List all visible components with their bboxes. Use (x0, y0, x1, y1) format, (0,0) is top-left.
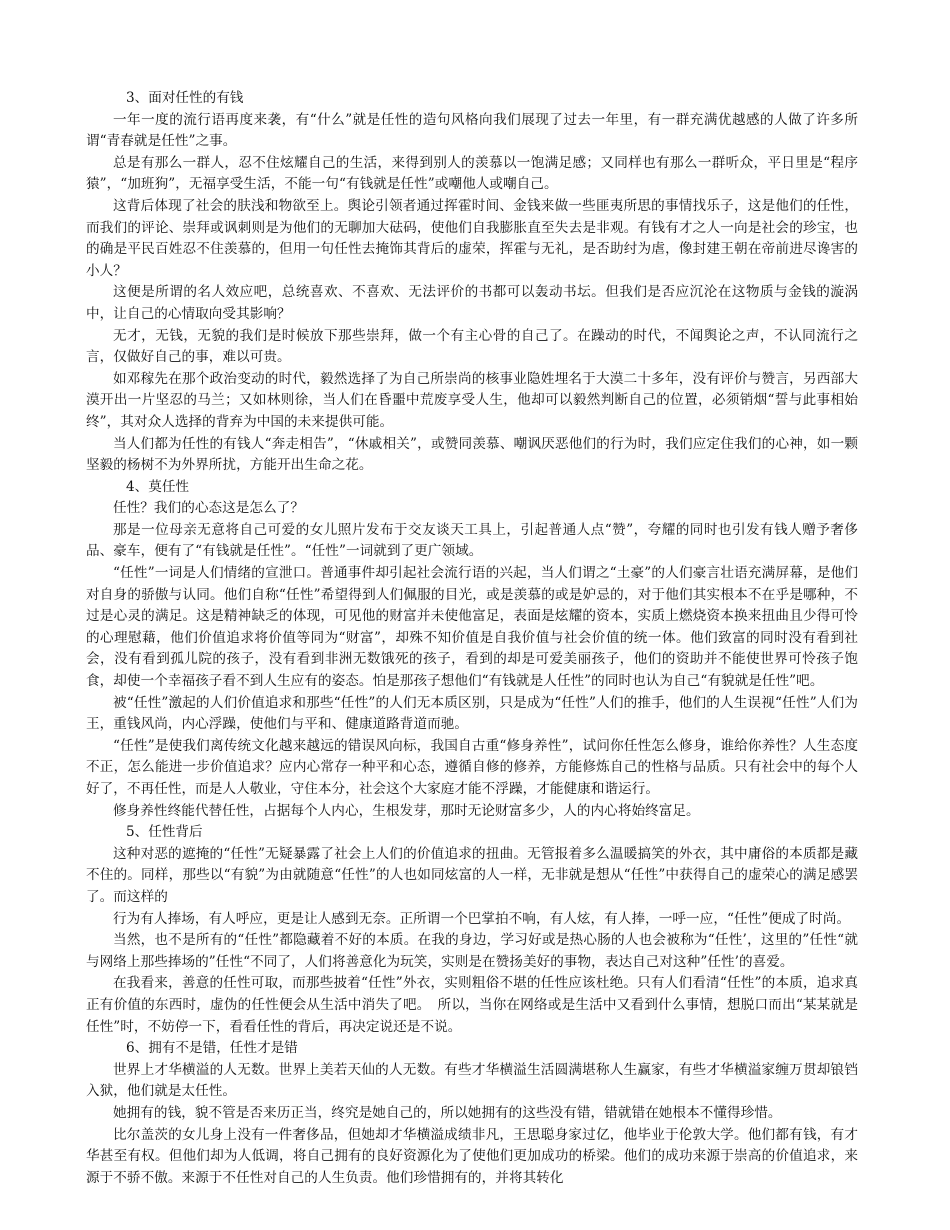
section-heading: 3、面对任性的有钱 (126, 90, 244, 106)
section-heading: 6、拥有不是错，任性才是错 (126, 1040, 298, 1057)
document-body (86, 88, 858, 1189)
section-heading: 5、任性背后 (126, 824, 203, 841)
paragraph: 那是一位母亲无意将自己可爱的女儿照片发布于交友谈天工具上，引起普通人点“赞”，夸耀的同时也引发有钱人赠予奢侈品、豪车，便有了“有钱就是任性”。“任性”一词就到了更广领域。 (86, 521, 858, 560)
paragraph: 当然，也不是所有的“任性”都隐藏着不好的本质。在我的身边，学习好或是热心肠的人也会被称为“任性’，这里的”任性“就与网络上那些捧场的”任性“不同了，人们将善意化为玩笑，实则是在赞扬美好的事物，表达自己对这种”任性’的喜爱。 (86, 932, 858, 970)
paragraph: 行为有人捧场，有人呼应，更是让人感到无奈。正所谓一个巴掌拍不响，有人炫，有人捧，一呼一应，“任性”便成了时尚。 (113, 910, 851, 927)
paragraph: 这便是所谓的名人效应吧，总统喜欢、不喜欢、无法评价的书都可以轰动书坛。但我们是否应沉沦在这物质与金钱的漩涡中，让自己的心情取向受其影响？ (86, 284, 858, 322)
paragraph: 如邓稼先在那个政治变动的时代，毅然选择了为自己所崇尚的核事业隐姓埋名于大漠二十多年，没有评价与赞言，另西部大漠开出一片坚忍的马兰；又如林则徐，当人们在昏噩中荒废享受人生，他却可以毅然判断自己的位置，必须销烟“誓与此事相始终”，其对众人选择的背弃为中国的未来提供可能。 (86, 370, 858, 430)
section-heading: 4、莫任性 (126, 478, 190, 495)
paragraph: 在我看来，善意的任性可取，而那些披着“任性”外衣，实则粗俗不堪的任性应该杜绝。只有人们看清“任性”的本质，追求真正有价值的东西时，虚伪的任性便会从生活中消失了吧。 所以，当你在网络或是生活中又看到什么事情，想脱口而出“某某就是任性”时，不妨停一下，看看任性的背后，再决定说还是不说。 (86, 975, 858, 1035)
paragraph: 世界上才华横溢的人无数。世界上美若天仙的人无数。有些才华横溢生活圆满堪称人生赢家，有些才华横溢家缠万贯却锒铛入狱，他们就是太任性。 (86, 1061, 858, 1100)
paragraph: 这种对恶的遮掩的“任性”无疑暴露了社会上人们的价值追求的扭曲。无管报着多么温暖搞笑的外衣，其中庸俗的本质都是藏不住的。同样，那些以“有貌”为由就随意“任性”的人也如同炫富的人一样，无非就是想从“任性”中获得自己的虚荣心的满足感罢了。而这样的 (86, 845, 858, 905)
paragraph: 修身养性终能代替任性，占据每个人内心，生根发芽，那时无论财富多少，人的内心将始终富足。 (113, 802, 700, 819)
paragraph: “任性”是使我们离传统文化越来越远的错误风向标，我国自古重“修身养性”，试问你任性怎么修身，谁给你养性？人生态度不正，怎么能进一步价值追求？应内心常存一种平和心态，遵循自修的修养，方能修炼自己的性格与品质。只有社会中的每个人好了，不再任性，而是人人敬业，守住本分，社会这个大家庭才能不浮躁，才能健康和谐运行。 (86, 737, 858, 797)
paragraph: 总是有那么一群人，忍不住炫耀自己的生活，来得到别人的羡慕以一饱满足感；又同样也有那么一群听众，平日里是“程序猿”，“加班狗”，无福享受生活，不能一句“有钱就是任性”或嘲他人或嘲自己。 (86, 154, 858, 193)
paragraph: 一年一度的流行语再度来袭，有“什么”就是任性的造句风格向我们展现了过去一年里，有一群充满优越感的人做了许多所谓“青春就是任性”之事。 (86, 111, 858, 150)
paragraph: 这背后体现了社会的肤浅和物欲至上。舆论引领者通过挥霍时间、金钱来做一些匪夷所思的事情找乐子，这是他们的任性，而我们的评论、崇拜或讽刺则是为他们的无聊加大砝码，使他们自我膨胀直至失去是非观。有钱有才之人一向是社会的珍宝，也的确是平民百姓忍不住羡慕的，但用一句任性去掩饰其背后的虚荣，挥霍与无礼，是否助纣为虐，像封建王朝在帝前进尽谗害的小人？ (86, 197, 858, 279)
paragraph: 当人们都为任性的有钱人“奔走相告”，“休戚相关”，或赞同羡慕、嘲讽厌恶他们的行为时，我们应定住我们的心神，如一颗坚毅的杨树不为外界所扰，方能开出生命之花。 (86, 435, 858, 474)
paragraph: 任性？我们的心态这是怎么了？ (113, 500, 305, 517)
paragraph: “任性”一词是人们情绪的宣泄口。普通事件却引起社会流行语的兴起，当人们谓之“土豪”的人们豪言壮语充满屏幕，是他们对自身的骄傲与认同。他们自称“任性”希望得到人们佩服的目光，或是羡慕的或是妒忌的，对于他们其实根本不在乎是哪种，不过是心灵的满足。这是精神缺乏的体现，可见他的财富并未使他富足，表面是炫耀的资本，实质上燃烧资本换来扭曲且少得可怜的心理慰藉，他们价值追求将价值等同为“财富”，却殊不知价值是自我价值与社会价值的统一体。他们致富的同时没有看到社会，没有看到孤儿院的孩子，没有看到非洲无数饿死的孩子，看到的却是可爱美丽孩子，他们的资助并不能使世界可怜孩子饱食，却使一个幸福孩子看不到人生应有的姿态。怕是那孩子想他们“有钱就是人任性”的同时也认为自己“有貌就是任性”吧。 (86, 565, 858, 690)
paragraph: 被“任性”激起的人们价值追求和那些“任性”的人们无本质区别，只是成为“任性”人们的推手，他们的人生误视“任性”人们为王，重钱风尚，内心浮躁，使他们与平和、健康道路背道而驰。 (86, 694, 858, 733)
paragraph: 无才，无钱，无貌的我们是时候放下那些崇拜，做一个有主心骨的自己了。在躁动的时代，不闻舆论之声，不认同流行之言，仅做好自己的事，难以可贵。 (86, 327, 858, 366)
paragraph: 比尔盖茨的女儿身上没有一件奢侈品，但她却才华横溢成绩非凡，王思聪身家过亿，他毕业于伦敦大学。他们都有钱，有才华甚至有权。但他们却为人低调，将自己拥有的良好资源化为了使他们更加成功的桥梁。他们的成功来源于崇高的价值追求，来源于不骄不傲。来源于不任性对自己的人生负责。他们珍惜拥有的，并将其转化 (86, 1126, 858, 1186)
paragraph: 她拥有的钱，貌不管是否来历正当，终究是她自己的，所以她拥有的这些没有错，错就错在她根本不懂得珍惜。 (113, 1104, 782, 1121)
